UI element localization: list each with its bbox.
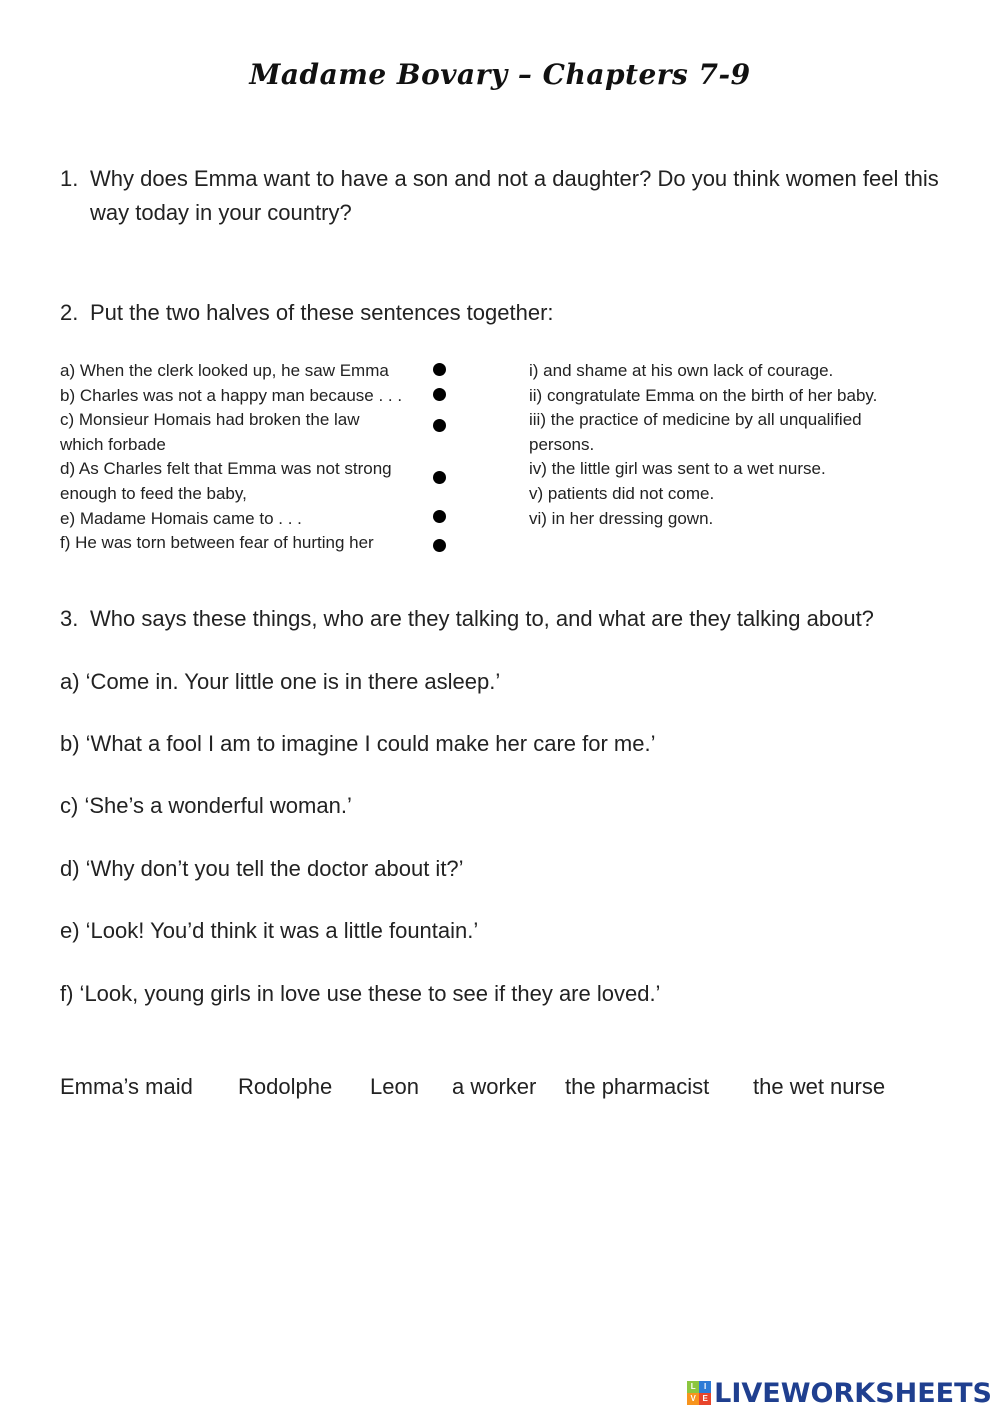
word-bank-item: the wet nurse (753, 1074, 886, 1099)
match-left-column (60, 359, 420, 556)
match-dot-d[interactable] (433, 471, 446, 484)
match-dot-a[interactable] (433, 363, 446, 376)
word-bank-item: the pharmacist (565, 1074, 710, 1099)
word-bank-item: Rodolphe (238, 1074, 333, 1099)
page-title: Madame Bovary – Chapters 7-9 (249, 58, 751, 91)
match-left-c-cont: which forbade (60, 434, 166, 454)
question-1 (60, 162, 940, 230)
question-2-text: Put the two halves of these sentences together: (90, 300, 554, 325)
quote-b: b) ‘What a fool I am to imagine I could make her care for me.’ (60, 731, 656, 756)
match-left-b: b) Charles was not a happy man because . . . (60, 385, 403, 405)
question-2 (60, 296, 940, 330)
match-right-iii-cont: persons. (529, 434, 595, 454)
question-1-text: Why does Emma want to have a son and not a daughter? Do you think women feel this way today in your country? (90, 166, 939, 225)
quote-c: c) ‘She’s a wonderful woman.’ (60, 793, 352, 818)
word-bank-item: a worker (452, 1074, 537, 1099)
match-right-iii: iii) the practice of medicine by all unqualified (529, 410, 862, 430)
question-3 (60, 602, 960, 636)
match-right-ii: ii) congratulate Emma on the birth of her baby. (529, 385, 878, 405)
match-right-v: v) patients did not come. (529, 483, 715, 503)
liveworksheets-logo[interactable] (687, 1378, 992, 1408)
match-right-vi: vi) in her dressing gown. (529, 508, 714, 528)
word-bank-item: Emma’s maid (60, 1074, 193, 1099)
quote-a: a) ‘Come in. Your little one is in there asleep.’ (60, 669, 501, 694)
liveworksheets-logo-icon: L I V E (687, 1381, 711, 1405)
match-dot-c[interactable] (433, 419, 446, 432)
question-2-number: 2. (60, 300, 79, 325)
match-right-i: i) and shame at his own lack of courage. (529, 361, 834, 380)
question-3-number: 3. (60, 606, 79, 631)
quote-d: d) ‘Why don’t you tell the doctor about it?’ (60, 856, 464, 881)
match-left-c: c) Monsieur Homais had broken the law (60, 410, 360, 430)
match-left-e: e) Madame Homais came to . . . (60, 508, 302, 528)
match-dot-f[interactable] (433, 539, 446, 552)
match-dot-b[interactable] (433, 388, 446, 401)
quote-f: f) ‘Look, young girls in love use these to see if they are loved.’ (60, 981, 661, 1006)
match-dot-e[interactable] (433, 510, 446, 523)
match-left-f: f) He was torn between fear of hurting her (60, 533, 374, 553)
question-1-number: 1. (60, 166, 79, 191)
match-left-d: d) As Charles felt that Emma was not strong (60, 459, 392, 479)
match-left-a: a) When the clerk looked up, he saw Emma (60, 361, 389, 380)
match-right-column (529, 359, 929, 531)
question-3-text: Who says these things, who are they talking to, and what are they talking about? (90, 606, 874, 631)
logo-text: LIVEWORKSHEETS (714, 1377, 992, 1409)
quote-e: e) ‘Look! You’d think it was a little fountain.’ (60, 918, 479, 943)
match-right-iv: iv) the little girl was sent to a wet nurse. (529, 459, 826, 479)
match-left-d-cont: enough to feed the baby, (60, 483, 247, 503)
word-bank-item: Leon (370, 1074, 419, 1099)
